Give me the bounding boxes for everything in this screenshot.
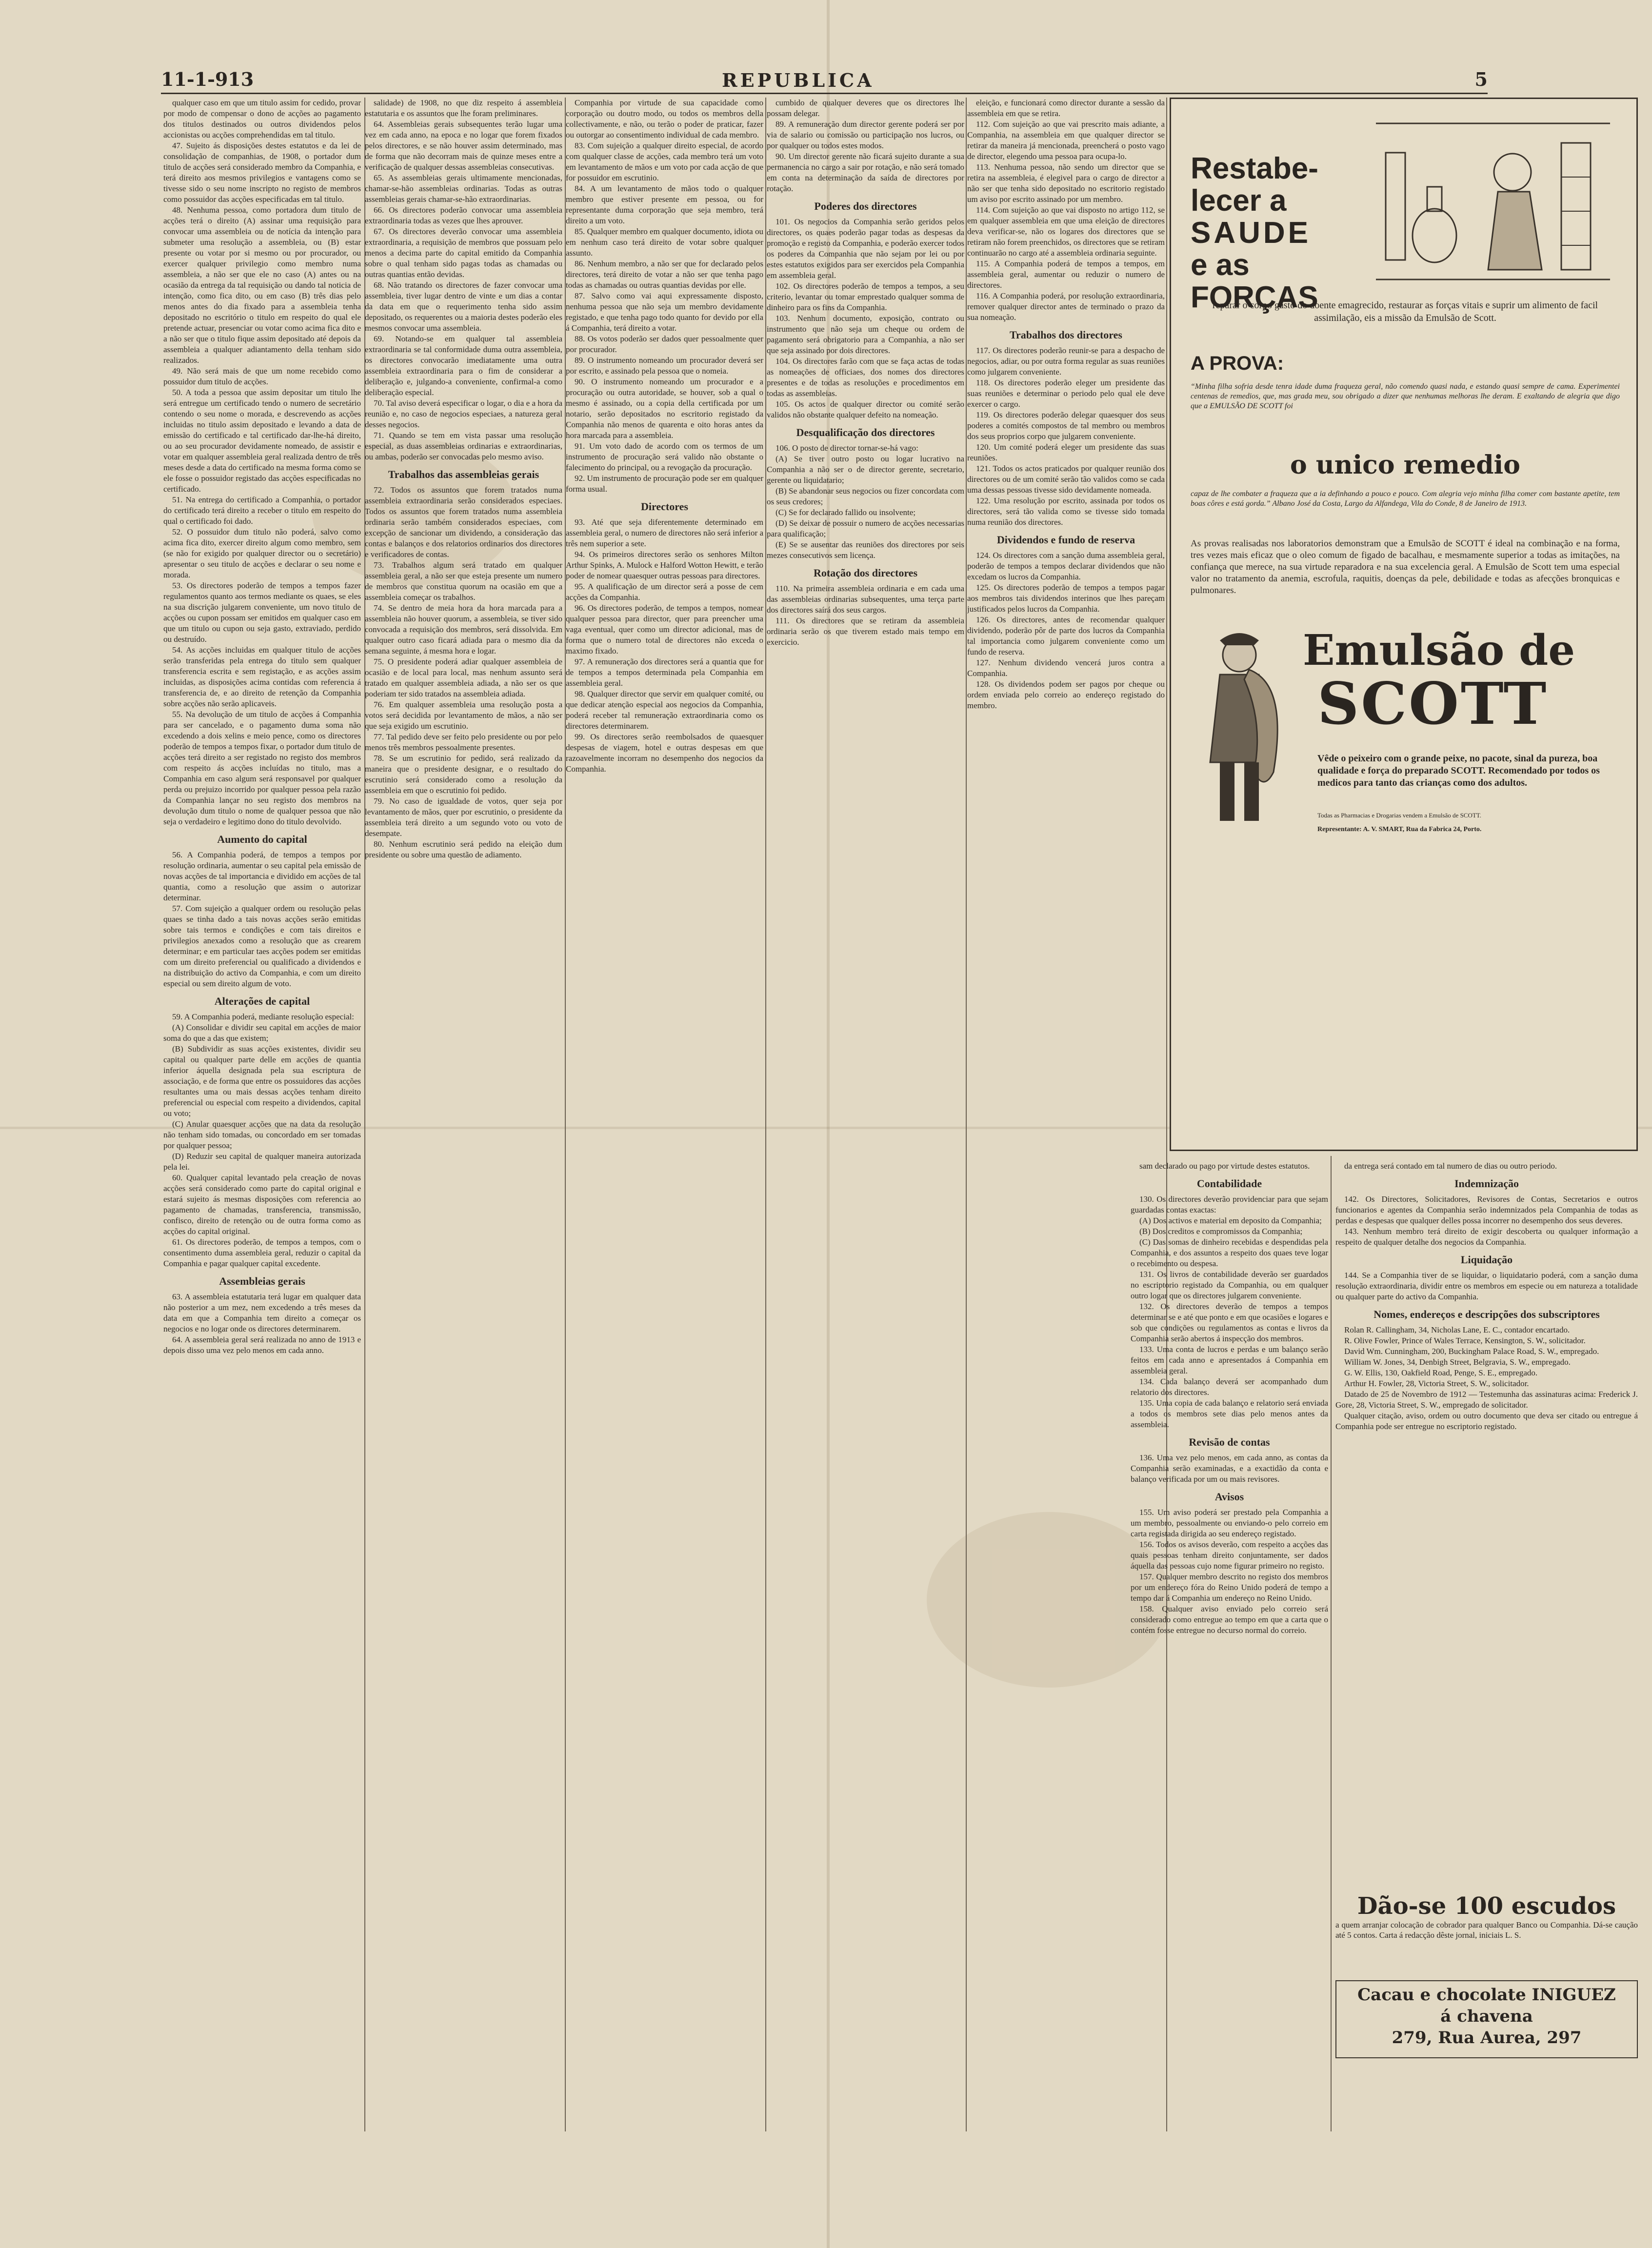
- article-paragraph: 126. Os directores, antes de recomendar qualquer dividendo, poderão pôr de parte dos lucros da Companhia tal importancia como julgarem conveniente como um fundo de reserva.: [967, 615, 1165, 656]
- article-paragraph: 125. Os directores poderão de tempos a tempos pagar aos membros tais dividendos interinos que lhes pareçam justificados pelos lucros da Companhia.: [967, 583, 1165, 614]
- reward-heading: Dão-se 100 escudos: [1357, 1892, 1616, 1920]
- ad-headline-line: Restabe-: [1191, 152, 1318, 185]
- article-paragraph: 113. Nenhuma pessoa, não sendo um director que se retira na assembleia, é elegivel para o cargo de director a não ser que tenha sido depositado no escritorio registado um aviso por escrito assinado por um membro.: [967, 162, 1165, 204]
- ad-tagline: Vêde o peixeiro com o grande peixe, no pacote, sinal da pureza, boa qualidade e força do preparado SCOTT. Recomendado por todos os medicos para tanto das crianças como dos adultos.: [1317, 753, 1600, 788]
- article-paragraph: 57. Com sujeição a qualquer ordem ou resolução pelas quaes se tinha dado a tais novas acções serão emitidas sobre tais termos e condições e com tais direitos e privilegios anexados como a resolução que as crearem determinar; e em particular taes acções podem ser emitidas com um direito preferencial ou qualificado a dividendos e na distribuição do activo da Companhia, e com um direito especial ou sem direito algum de voto.: [163, 904, 361, 988]
- article-paragraph: 79. No caso de igualdade de votos, quer seja por levantamento de mãos, quer por escrutinio, o presidente da assembleia terá direito a um segundo voto ou voto de desempate.: [365, 796, 562, 838]
- article-paragraph: (B) Se abandonar seus negocios ou fizer concordata com os seus credores;: [767, 486, 964, 506]
- article-paragraphs: [1335, 1161, 1638, 1172]
- reward-text: a quem arranjar colocação de cobrador para qualquer Banco ou Companhia. Dá-se caução até 5 contos. Carta á redacção dêste jornal, iniciais L. S.: [1335, 1920, 1638, 1940]
- article-paragraph: 114. Com sujeição ao que vai disposto no artigo 112, se em qualquer assembleia em que uma eleição de directores deva verificar-se, não os logares dos directores que se retiram não forem preenchidos, os directores que se retiram continuarão no cargo até a assembleia ordinaria seguinte.: [967, 205, 1165, 258]
- article-paragraph: (C) Das somas de dinheiro recebidas e despendidas pela Companhia, e dos assuntos a respeito dos quaes teve logar o recebimento ou despesa.: [1131, 1237, 1328, 1268]
- article-paragraphs: [566, 517, 763, 775]
- article-paragraph: (A) Consolidar e dividir seu capital em acções de maior soma do que a das que existem;: [163, 1023, 361, 1043]
- article-paragraph: 104. Os directores farão com que se faça actas de todas as nomeações de officiaes, dos nomes dos directores presentes e de todas as resoluções e procedimentos em todas as assembleias.: [767, 357, 964, 398]
- ad-brand-line-1: Emulsão de: [1303, 626, 1575, 675]
- ad-prova-heading: A PROVA:: [1191, 353, 1284, 374]
- article-paragraph: 53. Os directores poderão de tempos a tempos fazer regulamentos quanto aos termos mediante os quaes, se eles na sua discrição julgarem conveniente, um novo titulo de acções ou cupon possam ser emitidos em qualquer caso em que um titulo ou cupon ou seja gasto, extraviado, perdido ou destruído.: [163, 581, 361, 644]
- article-paragraphs: [1131, 1452, 1328, 1485]
- article-paragraph: 69. Notando-se em qualquer tal assembleia extraordinaria se tal conformidade duma outra assembleia, os directores convocarão imediatamente uma outra assembleia extraordinaria para o fim de considerar a deliberação e, julgando-a conveniente, confirmal-a como deliberação especial.: [365, 334, 562, 397]
- article-paragraph: 70. Tal aviso deverá especificar o logar, o dia e a hora da reunião e, no caso de negocios especiaes, a natureza geral desses negocios.: [365, 398, 562, 429]
- article-paragraph: 76. Em qualquer assembleia uma resolução posta a votos será decidida por levantamento de mãos, a não ser que seja exigido um escrutinio.: [365, 700, 562, 731]
- article-paragraph: 80. Nenhum escrutinio será pedido na eleição dum presidente ou sobre uma questão de adiamento.: [365, 839, 562, 859]
- article-paragraph: 142. Os Directores, Solicitadores, Revisores de Contas, Secretarios e outros funcionarios e agentes da Companhia serão indemnizados pela Companhia de todas as perdas e despesas que qualquer delles possa incorrer no desempenho dos seus deveres.: [1335, 1194, 1638, 1225]
- text-column-6: [1131, 1161, 1328, 2127]
- page-number: 5: [1474, 68, 1488, 90]
- iniguez-line-3: 279, Rua Aurea, 297: [1392, 2028, 1582, 2048]
- article-paragraph: 48. Nenhuma pessoa, como portadora dum titulo de acções terá o direito (A) assinar uma requisição para convocar uma assembleia ou de notícia da intenção para submeter uma resolução a assembleia, ou (B) estar presente ou votar por si mesmo ou por procurador, ou exercer qualquer privilegio como membro numa assembleia, a não ser que ele no caso (A) antes ou na ocasião da entrega da tal requisição ou dando tal noticia de intenção, como fica dito, ou em caso (B) três dias pelo menos antes do dia fixado para a assembleia tenha depositado no escritório o titulo em respeito do qual ele pretende actuar, presenciar ou votar como acima fica dito e a não ser que o titulo fique assim depositado até depois da assembleia a qualquer adiantamento della tenham sido realizados.: [163, 205, 361, 365]
- section-heading-assembleias: Assembleias gerais: [219, 1275, 305, 1287]
- ad-body-text: As provas realisadas nos laboratorios demonstram que a Emulsão de SCOTT é ideal na combinação e na forma, tres vezes mais eficaz que o oleo comum de figado de bacalhau, e mesmamente superior a todas as imitações, na confiança que merece, na sua virtude reparadora e na sua excelencia geral. A Emulsão de Scott tem uma especial valor no tratamento da anemia, escrofula, raquitis, doenças da pele, debilidade e todas as afecções bronquicas e pulmonares.: [1191, 538, 1620, 596]
- article-paragraphs: [566, 98, 763, 495]
- article-paragraph: 115. A Companhia poderá de tempos a tempos, em assembleia geral, aumentar ou reduzir o numero de directores.: [967, 259, 1165, 290]
- article-paragraphs: [967, 98, 1165, 323]
- article-paragraph: eleição, e funcionará como director durante a sessão da assembleia em que se retira.: [967, 98, 1165, 118]
- article-paragraph: 112. Com sujeição ao que vai prescrito mais adiante, a Companhia, na assembleia em que qualquer director se retirar da maneira já mencionada, preencherá o posto vago de director, elegendo uma pessoa para ocupa-lo.: [967, 119, 1165, 161]
- article-paragraph: 135. Uma copia de cada balanço e relatorio será enviada a todos os membros sete dias pelo menos antes da assembleia.: [1131, 1398, 1328, 1429]
- section-heading-liquidacao: Liquidação: [1460, 1253, 1513, 1266]
- text-column-3: [566, 98, 763, 2127]
- article-paragraph: G. W. Ellis, 130, Oakfield Road, Penge, S. E., empregado.: [1344, 1368, 1538, 1377]
- article-paragraph: 132. Os directores deverão de tempos a tempos determinar se e até que ponto e em que ocasiões e logares e sob que condições ou regulamentos as contas e livros da Companhia serão abertos á inspecção dos membros.: [1131, 1302, 1328, 1343]
- article-paragraph: 85. Qualquer membro em qualquer documento, idiota ou em nenhum caso terá direito de votar sobre qualquer assunto.: [566, 227, 763, 258]
- ad-retail-note: Todas as Pharmacias e Drogarias vendem a Emulsão de SCOTT.: [1317, 812, 1482, 819]
- article-paragraph: 127. Nenhum dividendo vencerá juros contra a Companhia.: [967, 658, 1165, 678]
- section-heading-revisao: Revisão de contas: [1189, 1436, 1270, 1448]
- article-paragraph: 61. Os directores poderão, de tempos a tempos, com o consentimento duma assembleia geral, reduzir o capital da Companhia e pagar qualquer capital excedente.: [163, 1237, 361, 1268]
- article-paragraph: 122. Uma resolução por escrito, assinada por todos os directores, será tão valida como se tivesse sido tomada numa reunião dos directores.: [967, 496, 1165, 527]
- article-paragraph: 55. Na devolução de um titulo de acções á Companhia para ser cancelado, e o pagamento duma soma não excedendo a dois xelins e meio pence, como os directores poderão de tempos a tempos fixar, o portador dum titulo de acções terá direito a ser registado no registo dos membros com respeito ás acções incluídas no titulo, mas a Companhia em caso algum será responsavel por qualquer perda ou prejuizo incorrido por qualquer pessoa pela razão da Companhia lançar no seu registo dos membros na devolução dum titulo o nome de qualquer pessoa que não seja o verdadeiro e legitimo dono do titulo devolvido.: [163, 710, 361, 826]
- article-paragraphs: [365, 98, 562, 462]
- text-column-7: [1335, 1161, 1638, 1961]
- article-paragraph: 124. Os directores com a sanção duma assembleia geral, poderão de tempos a tempos declarar dividendos que não excedam os lucros da Companhia.: [967, 551, 1165, 581]
- article-paragraph: 102. Os directores poderão de tempos a tempos, a seu criterio, levantar ou tomar emprestado qualquer somma de dinheiro para os fins da Companhia.: [767, 281, 964, 312]
- article-paragraph: 157. Qualquer membro descrito no registo dos membros por um endereço fóra do Reino Unido poderá de tempo a tempo dar á Companhia um endereço no Reino Unido.: [1131, 1572, 1328, 1603]
- article-paragraph: 131. Os livros de contabilidade deverão ser guardados no escriptorio registado da Companhia, ou em qualquer outro logar que os directores julgarem conveniente.: [1131, 1270, 1328, 1300]
- article-paragraph: da entrega será contado em tal numero de dias ou outro periodo.: [1344, 1161, 1557, 1171]
- ad-headline-line: FORÇAS: [1191, 280, 1318, 314]
- page-header: [161, 68, 1488, 94]
- article-paragraph: (E) Se se ausentar das reuniões dos directores por seis mezes consecutivos sem licença.: [767, 540, 964, 560]
- article-paragraph: 101. Os negocios da Companhia serão geridos pelos directores, os quaes poderão pagar todas as despesas da promoção e registo da Companhia, e poderão exercer todos os poderes da Companhia que não sejam por lei ou por estes estatutos exigidos para ser exercidos pela Companhia em assembleia geral.: [767, 217, 964, 280]
- article-paragraph: 93. Até que seja diferentemente determinado em assembleia geral, o numero de directores não será inferior a três nem superior a sete.: [566, 517, 763, 548]
- article-paragraph: 94. Os primeiros directores serão os senhores Milton Arthur Spinks, A. Mulock e Halford Wotton Hewitt, e terão poder de nomear quaesquer outras pessoas para directores.: [566, 550, 763, 580]
- article-paragraph: 118. Os directores poderão eleger um presidente das suas reuniões e determinar o periodo pelo qual ele deve exercer o cargo.: [967, 378, 1165, 409]
- article-paragraphs: [1335, 1194, 1638, 1248]
- article-paragraph: 105. Os actos de qualquer director ou comité serão validos não obstante qualquer defeito na nomeação.: [767, 399, 964, 419]
- ad-representative: Representante: A. V. SMART, Rua da Fabrica 24, Porto.: [1317, 826, 1482, 833]
- article-paragraphs: [1131, 1161, 1328, 1172]
- article-paragraph: 86. Nenhum membro, a não ser que for declarado pelos directores, terá direito de votar a não ser que tenha pago todas as chamadas ou outras quantias devidas por elle.: [566, 259, 763, 290]
- article-paragraph: Datado de 25 de Novembro de 1912 — Testemunha das assinaturas acima: Frederick J. Gore, 28, Victoria Street, S. W., empregado de solicitador.: [1335, 1390, 1638, 1410]
- column-rule: [765, 98, 766, 2131]
- article-paragraph: 56. A Companhia poderá, de tempos a tempos por resolução ordinaria, aumentar o seu capital pela emissão de novas acções de tal importancia e dividido em acções de tal quantia, como a resolução que assim o autorizar determinar.: [163, 850, 361, 902]
- article-paragraph: Rolan R. Callingham, 34, Nicholas Lane, E. C., contador encartado.: [1344, 1325, 1570, 1334]
- article-paragraph: (A) Dos activos e material em deposito da Companhia;: [1139, 1216, 1322, 1225]
- article-paragraph: 155. Um aviso poderá ser prestado pela Companhia a um membro, pessoalmente ou enviando-o pelo correio em carta registada dirigida ao seu endereço registado.: [1131, 1508, 1328, 1538]
- article-paragraph: 83. Com sujeição a qualquer direito especial, de acordo com qualquer classe de acções, cada membro terá um voto em levantamento de mãos e um voto por cada acção de que for possuidor em escrutinio.: [566, 141, 763, 182]
- section-heading-alteracoes: Alterações de capital: [214, 995, 310, 1007]
- iniguez-line-1: Cacau e chocolate INIGUEZ: [1357, 1985, 1616, 2005]
- article-paragraph: 68. Não tratando os directores de fazer convocar uma assembleia, tiver lugar dentro de vinte e um dias a contar da data em que o requerimento tenha sido assim depositado, os requerentes ou a maioria destes poderão eles mesmos convocar uma assembleia.: [365, 280, 562, 333]
- article-paragraph: 96. Os directores poderão, de tempos a tempos, nomear qualquer pessoa para director, quer para preencher uma vaga eventual, quer como um director adicional, mas de forma que o numero total de directores não exceda o maximo fixado.: [566, 603, 763, 656]
- article-paragraphs: [163, 850, 361, 989]
- article-paragraph: 120. Um comité poderá eleger um presidente das suas reuniões.: [967, 442, 1165, 462]
- article-paragraph: 50. A toda a pessoa que assim depositar um titulo lhe será entregue um certificado tendo o numero de secretário contendo o seu nome o morada, e descrevendo as acções incluidas no titulo assim depositado e levando a data de emissão do certificado e tal certificado dar-lhe-há direito, ou ao seu procurador devidamente nomeado, de assistir e votar em qualquer assembleia geral realizada dentro de três meses desde a data do certificado na mesma forma como se ele fosse o possuidor registado das acções especificadas no certificado.: [163, 388, 361, 494]
- article-paragraph: 128. Os dividendos podem ser pagos por cheque ou ordem enviada pelo correio ao endereço registado do membro.: [967, 679, 1165, 710]
- article-paragraph: qualquer caso em que um titulo assim for cedido, provar por modo de compensar o dono de acções ao pagamento dos titulos destinados ou outros dividendos pelos accionistas ou acções comprehendidas em tal titulo.: [163, 98, 361, 139]
- article-paragraph: 71. Quando se tem em vista passar uma resolução especial, as duas assembleias ordinarias e extraordinarias, ou ambas, poderão ser convocadas pelo mesmo aviso.: [365, 431, 562, 461]
- article-paragraphs: [767, 443, 964, 561]
- section-heading-rotacao: Rotação dos directores: [813, 567, 918, 579]
- article-paragraphs: [767, 98, 964, 194]
- article-paragraphs: [767, 583, 964, 648]
- article-paragraph: 78. Se um escrutinio for pedido, será realizado da maneira que o presidente designar, e o resultado do escrutinio será considerado como a resolução da assembleia em que o escrutinio foi pedido.: [365, 754, 562, 795]
- article-paragraph: Companhia por virtude de sua capacidade como corporação ou doutro modo, ou todos os membros della collectivamente, e não, ou terão o poder de praticar, fazer ou outorgar ao consentimento individual de cada membro.: [566, 98, 763, 139]
- article-paragraph: 90. O instrumento nomeando um procurador e a procuração ou outra autoridade, se houver, sob a qual o mesmo é assinado, ou a copia della certificada por um notario, serão depositados no escritorio registado da Companhia não menos de quarenta e oito horas antes da hora marcada para a assembleia.: [566, 377, 763, 440]
- article-paragraph: 84. A um levantamento de mãos todo o qualquer membro que estiver presente em pessoa, ou for representante duma corporação que seja membro, terá direito a um voto.: [566, 184, 763, 225]
- article-paragraph: 133. Uma conta de lucros e perdas e um balanço serão feitos em cada anno e apresentados á Companhia em assembleia geral.: [1131, 1345, 1328, 1375]
- newspaper-title: REPUBLICA: [722, 69, 875, 91]
- article-paragraphs: [1131, 1507, 1328, 1636]
- article-paragraph: 87. Salvo como vai aqui expressamente disposto, nenhuma pessoa que não seja um membro devidamente registado, e que tenha pago todo quanto for devido por ella á Companhia, terá direito a votar.: [566, 291, 763, 333]
- article-paragraph: 52. O possuidor dum titulo não poderá, salvo como acima fica dito, exercer direito algum como membro, sem (se não for exigido por qualquer director ou o secretário) apresentar o seu titulo de acções e declarar o seu nome e morada.: [163, 527, 361, 579]
- section-heading-trabalhos-directores: Trabalhos dos directores: [1009, 329, 1122, 341]
- article-paragraph: 91. Um voto dado de acordo com os termos de um instrumento de procuração será valido não obstante o falecimento do principal, ou a revogação da procuração.: [566, 441, 763, 472]
- article-paragraphs: [967, 345, 1165, 528]
- article-paragraph: 134. Cada balanço deverá ser acompanhado dum relatorio dos directores.: [1131, 1377, 1328, 1397]
- article-paragraphs: [163, 1292, 361, 1356]
- article-paragraph: 90. Um director gerente não ficará sujeito durante a sua permanencia no cargo a sair por rotação, e não será tomado em conta na determinação da saída de directores por rotação.: [767, 152, 964, 193]
- article-paragraphs: [967, 550, 1165, 711]
- article-paragraph: 117. Os directores poderão reunir-se para a despacho de negocios, adiar, ou por outra forma regular as suas reuniões como julgarem conveniente.: [967, 346, 1165, 377]
- article-paragraph: 64. Assembleias gerais subsequentes terão lugar uma vez em cada anno, na epoca e no logar que forem fixados pelos directores, e se não houver assim determinado, mas de forma que não decorram mais de quinze meses entre a verificação de qualquer dessas assembleias consecutivas.: [365, 119, 562, 172]
- article-paragraph: 51. Na entrega do certificado a Companhia, o portador do certificado terá direito a receber o titulo em respeito do qual o certificado foi dado.: [163, 495, 361, 526]
- article-paragraph: 89. A remuneração dum director gerente poderá ser por via de salario ou comissão ou participação nos lucros, ou por qualquer ou todos estes modos.: [767, 119, 964, 150]
- section-heading-poderes: Poderes dos directores: [814, 200, 917, 212]
- text-column-1: [163, 98, 361, 2127]
- article-paragraph: 64. A assembleia geral será realizada no anno de 1913 e depois disso uma vez pelo menos em cada anno.: [163, 1335, 361, 1355]
- article-paragraph: 75. O presidente poderá adiar qualquer assembleia de ocasião e de local para local, mas nenhum assunto será tratado em qualquer assembleia adiada, a não ser os que poderiam ter sido tratados na assembleia adiada.: [365, 657, 562, 698]
- article-paragraphs: [163, 1012, 361, 1269]
- article-paragraph: 77. Tal pedido deve ser feito pelo presidente ou por pelo menos três membros pessoalmente presentes.: [365, 732, 562, 752]
- section-heading-contabilidade: Contabilidade: [1196, 1177, 1262, 1190]
- section-heading-directores: Directores: [641, 500, 688, 513]
- article-paragraph: (B) Subdividir as suas acções existentes, dividir seu capital ou qualquer parte delle em acções de quantia inferior áquella designada pela sua escriptura de associação, e de forma que entre os possuidores das acções resultantes uma ou mais dessas acções tenham direito preferencial ou especial com respeito a dividendos, capital ou voto;: [163, 1044, 361, 1118]
- ad-remedio-heading: o unico remedio: [1290, 450, 1520, 480]
- article-paragraphs: [767, 217, 964, 420]
- article-paragraph: 54. As acções incluidas em qualquer titulo de acções serão transferidas pela entrega do titulo sem qualquer transferencia escrita e sem registação, e as acções assim incluidas, as disposições acima contidas com referencia á transferencia de, e ao direito de retenção da Companhia sobre acções não serão aplicaveis.: [163, 645, 361, 708]
- article-paragraph: 88. Os votos poderão ser dados quer pessoalmente quer por procurador.: [566, 334, 763, 354]
- article-paragraph: Arthur H. Fowler, 28, Victoria Street, S. W., solicitador.: [1344, 1379, 1529, 1388]
- article-paragraphs: [1335, 1270, 1638, 1302]
- article-paragraph: sam declarado ou pago por virtude destes estatutos.: [1139, 1161, 1310, 1171]
- article-paragraph: (C) Se for declarado fallido ou insolvente;: [776, 508, 916, 517]
- article-paragraphs: [163, 98, 361, 827]
- article-paragraphs: [1131, 1194, 1328, 1430]
- article-paragraph: William W. Jones, 34, Denbigh Street, Belgravia, S. W., empregado.: [1344, 1357, 1571, 1367]
- article-paragraph: salidade) de 1908, no que diz respeito á assembleia estatutaria e os assuntos que lhe foram preliminares.: [365, 98, 562, 118]
- article-paragraph: 97. A remuneração dos directores será a quantia que for de tempos a tempos determinada pela Companhia em assembleia geral.: [566, 657, 763, 688]
- issue-date: 11-1-913: [161, 68, 254, 90]
- article-paragraph: 49. Não será mais de que um nome recebido como possuidor dum titulo de acções.: [163, 366, 361, 386]
- article-paragraph: 89. O instrumento nomeando um procurador deverá ser por escrito, e assinado pela pessoa que o nomeia.: [566, 356, 763, 376]
- article-paragraph: (C) Anular quaesquer acções que na data da resolução não tenham sido tomadas, ou concordado em ser tomadas por qualquer pessoa;: [163, 1119, 361, 1150]
- article-paragraph: 92. Um instrumento de procuração pode ser em qualquer forma usual.: [566, 474, 763, 494]
- column-rule: [1331, 1156, 1332, 2131]
- reward-notice: [1335, 1892, 1638, 1956]
- text-column-2: [365, 98, 562, 2127]
- article-paragraph: 144. Se a Companhia tiver de se liquidar, o liquidatario poderá, com a sanção duma resolução extraordinaria, dividir entre os membros em especie ou em natureza a totalidade ou qualquer parte do activo da Companhia.: [1335, 1271, 1638, 1301]
- column-rule: [966, 98, 967, 2131]
- article-paragraph: R. Olive Fowler, Prince of Wales Terrace, Kensington, S. W., solicitador.: [1344, 1336, 1586, 1345]
- article-paragraph: 143. Nenhum membro terá direito de exigir descoberta ou qualquer informação a respeito de qualquer detalhe dos negocios da Companhia.: [1335, 1227, 1638, 1247]
- iniguez-line-2: á chavena: [1440, 2007, 1533, 2026]
- article-paragraph: David Wm. Cunningham, 200, Buckingham Palace Road, S. W., empregado.: [1344, 1347, 1599, 1356]
- article-paragraph: 103. Nenhum documento, exposição, contrato ou instrumento que não seja um cheque ou ordem de pagamento será obrigatorio para a Companhia, a não ser que seja assinado por dois directores.: [767, 314, 964, 355]
- article-paragraph: 60. Qualquer capital levantado pela creação de novas acções será considerado como parte do capital original e estará sujeito ás mesmas disposições com referencia ao pagamento de chamadas, transferencia, transmissão, confisco, direito de retenção ou de outra forma como as acções do capital original.: [163, 1173, 361, 1236]
- article-paragraph: 47. Sujeito ás disposições destes estatutos e da lei de consolidação de companhias, de 1908, o portador dum titulo de acções será considerado membro da Companhia, e terá direito aos mesmos privilegios e vantagens como se tivesse sido o seu nome inscripto no registo de membros como possuidor das acções especificadas em tal titulo.: [163, 141, 361, 204]
- article-paragraph: Qualquer citação, aviso, ordem ou outro documento que deva ser citado ou entregue á Companhia pode ser entregue no escriptorio registado.: [1335, 1411, 1638, 1431]
- article-paragraph: 121. Todos os actos praticados por qualquer reunião dos directores ou de um comité serão tão validos como se cada uma dessas pessoas tivesse sido devidamente nomeada.: [967, 464, 1165, 495]
- article-paragraph: 59. A Companhia poderá, mediante resolução especial:: [172, 1012, 354, 1021]
- scott-emulsion-advertisement: [1170, 98, 1638, 1151]
- ad-headline-line: e as: [1191, 248, 1250, 282]
- article-paragraph: 110. Na primeira assembleia ordinaria e em cada uma das assembleias ordinarias subsequentes, uma terça parte dos directores saírá dos seus cargos.: [767, 584, 964, 615]
- ad-testimonial-continued: capaz de lhe combater a fraqueza que a ia definhando a pouco e pouco. Com alegria vejo minha filha comer com bastante apetite, tem boas côres e está gorda.” Albano José da Costa, Largo da Alfandega, Vila do Conde, 8 de Janeiro de 1913.: [1191, 490, 1620, 508]
- article-paragraph: 119. Os directores poderão delegar quaesquer dos seus poderes a comités compostos de tal membro ou membros dos seus proprios corpo que julgarem conveniente.: [967, 410, 1165, 441]
- article-paragraph: 72. Todos os assuntos que forem tratados numa assembleia extraordinaria serão considerados especiaes. Todos os assuntos que forem tratados numa assembleia ordinaria serão também considerados especiaes, com excepção de sancionar um dividendo, a consideração das contas e balanços e dos relatorios ordinarios dos directores e verificadores de contas.: [365, 485, 562, 559]
- article-paragraph: 99. Os directores serão reembolsados de quaesquer despesas de viagem, hotel e outras despesas em que razoavelmente incorram no desempenho dos negocios da Companhia.: [566, 732, 763, 774]
- article-paragraph: 73. Trabalhos algum será tratado em qualquer assembleia geral, a não ser que esteja presente um numero de membros que constitua quorum na ocasião em que a assembleia começar os trabalhos.: [365, 560, 562, 602]
- ad-brand-line-2: SCOTT: [1317, 670, 1549, 737]
- section-heading-trabalhos: Trabalhos das assembleias gerais: [388, 468, 539, 480]
- ad-headline-line: SAUDE: [1191, 216, 1312, 250]
- article-paragraph: cumbido de qualquer deveres que os directores lhe possam delegar.: [767, 98, 964, 118]
- article-paragraph: (A) Se tiver outro posto ou logar lucrativo na Companhia a não ser o de director gerente, secretario, gerente ou liquidatario;: [767, 454, 964, 485]
- article-paragraph: 106. O posto de director tornar-se-há vago:: [776, 443, 918, 453]
- fisherman-illustration: [1191, 626, 1293, 831]
- section-heading-indemnizacao: Indemnização: [1454, 1177, 1519, 1190]
- article-paragraph: (D) Se deixar de possuir o numero de acções necessarias para qualificação;: [767, 518, 964, 538]
- article-paragraph: 98. Qualquer director que servir em qualquer comité, ou que dedicar atenção especial aos negocios da Companhia, poderá receber tal remuneração extraordinaria como os directores determinarem.: [566, 689, 763, 731]
- article-paragraph: 74. Se dentro de meia hora da hora marcada para a assembleia não houver quorum, a assembleia, se tiver sido convocada a requisição dos membros, será dissolvida. Em qualquer outro caso ficará adiada para o mesmo dia da semana seguinte, á mesma hora e logar.: [365, 603, 562, 656]
- article-paragraph: 95. A qualificação de um director será a posse de cem acções da Companhia.: [566, 582, 763, 602]
- section-heading-aumento: Aumento do capital: [217, 833, 307, 845]
- section-heading-desqualificacao: Desqualificação dos directores: [796, 426, 935, 438]
- article-paragraph: (B) Dos creditos e compromissos da Companhia;: [1139, 1227, 1303, 1236]
- section-heading-dividendos: Dividendos e fundo de reserva: [996, 534, 1135, 546]
- article-paragraph: 63. A assembleia estatutaria terá lugar em qualquer data não posterior a um mez, nem excedendo a três meses da data em que a Companhia tem direito a começar os negocios e no logar onde os directores determinarem.: [163, 1292, 361, 1333]
- article-paragraphs: [1335, 1325, 1638, 1432]
- article-paragraphs: [365, 485, 562, 860]
- section-heading-avisos: Avisos: [1214, 1491, 1244, 1503]
- ad-headline-line: lecer a: [1191, 184, 1287, 218]
- article-paragraph: 66. Os directores poderão convocar uma assembleia extraordinaria todas as vezes que lhes aprouver.: [365, 205, 562, 225]
- article-paragraph: 116. A Companhia poderá, por resolução extraordinaria, remover qualquer director antes de terminado o prazo da sua nomeação.: [967, 291, 1165, 322]
- ad-lead-text: reparar o corpo gasto do doente emagrecido, restaurar as forças vitais e suprir um alimento de facil assimilação, eis a missão da Emulsão de Scott.: [1212, 300, 1598, 323]
- laboratory-illustration: [1366, 114, 1620, 289]
- article-paragraph: (D) Reduzir seu capital de qualquer maneira autorizada pela lei.: [163, 1152, 361, 1172]
- ad-headline: [1191, 153, 1318, 314]
- article-paragraph: 67. Os directores deverão convocar uma assembleia extraordinaria, a requisição de membros que possuam pelo menos a decima parte do capital emitido da Companhia sobre o qual tenham sido pagas todas as chamadas ou outras quantias então devidas.: [365, 227, 562, 279]
- article-paragraph: 65. As assembleias gerais ultimamente mencionadas, chamar-se-hão assembleias ordinarias. Todas as outras assembleias gerais chamar-se-hão extraordinarias.: [365, 173, 562, 204]
- article-paragraph: 156. Todos os avisos deverão, com respeito a acções das quais pessoas tenham direito conjuntamente, ser dados áquella das pessoas cujo nome figurar primeiro no registo.: [1131, 1540, 1328, 1571]
- article-paragraph: 158. Qualquer aviso enviado pelo correio será considerado como entregue ao tempo em que a carta que o contém fosse entregue no decurso normal do correio.: [1131, 1604, 1328, 1635]
- article-paragraph: 130. Os directores deverão providenciar para que sejam guardadas contas exactas:: [1131, 1194, 1328, 1214]
- ad-testimonial: “Minha filha sofria desde tenra idade duma fraqueza geral, não comendo quasi nada, e estando quasi sempre de cama. Experimentei centenas de remedios, que, mas grada meu, sou obrigado a dizer que nenhumas melhoras lhe deram. E exaltando de alegria que digo que a EMULSÃO DE SCOTT foi: [1191, 382, 1620, 410]
- article-paragraph: 136. Uma vez pelo menos, em cada anno, as contas da Companhia serão examinadas, e a exactidão da conta e balanço verificada por um ou mais revisores.: [1131, 1453, 1328, 1484]
- iniguez-advertisement: [1335, 1980, 1638, 2058]
- article-paragraph: 111. Os directores que se retiram da assembleia ordinaria serão os que tiverem estado mais tempo em exercicio.: [767, 616, 964, 647]
- text-column-4: [767, 98, 964, 2127]
- section-heading-nomes: Nomes, endereços e descripções dos subscriptores: [1373, 1308, 1600, 1320]
